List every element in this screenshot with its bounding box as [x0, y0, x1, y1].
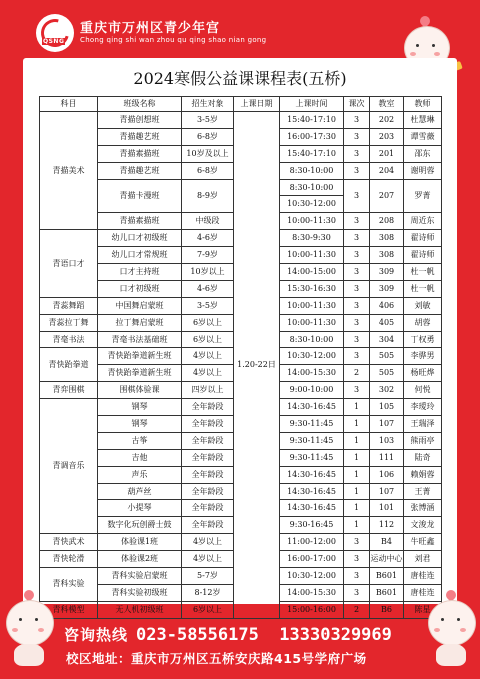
target-cell: 4岁以上	[182, 551, 234, 568]
sessions-cell: 2	[344, 365, 370, 382]
target-cell: 8-9岁	[182, 179, 234, 213]
class-name-cell: 青描趣艺班	[98, 162, 182, 179]
class-name-cell: 数字化玩创爵士鼓	[98, 517, 182, 534]
time-cell: 11:00-12:00	[280, 534, 344, 551]
logo-text: QSNG	[43, 38, 65, 45]
sessions-cell: 1	[344, 432, 370, 449]
teacher-cell: 李骅男	[404, 348, 442, 365]
class-name-cell: 口才主持班	[98, 264, 182, 281]
sessions-cell: 3	[344, 128, 370, 145]
time-cell: 10:00-11:30	[280, 247, 344, 264]
target-cell: 5-7岁	[182, 568, 234, 585]
hotline-numbers: 023-58556175 13330329969	[136, 625, 392, 645]
teacher-cell: 周近东	[404, 213, 442, 230]
target-cell: 全年龄段	[182, 517, 234, 534]
subject-cell: 青语口才	[40, 230, 98, 298]
sessions-cell: 2	[344, 601, 370, 618]
target-cell: 7-9岁	[182, 247, 234, 264]
class-name-cell: 青描创想班	[98, 112, 182, 129]
hotline-label: 咨询热线	[64, 626, 129, 644]
column-header: 上课日期	[234, 97, 280, 112]
target-cell: 3-5岁	[182, 112, 234, 129]
date-cell: 1.20-22日	[234, 112, 280, 619]
room-cell: 204	[370, 162, 404, 179]
teacher-cell: 熊雨亭	[404, 432, 442, 449]
room-cell: 208	[370, 213, 404, 230]
time-cell: 9:30-11:45	[280, 432, 344, 449]
target-cell: 10岁以上	[182, 264, 234, 281]
room-cell: 302	[370, 382, 404, 399]
time-cell: 14:00-15:30	[280, 584, 344, 601]
time-cell: 8:30-9:30	[280, 230, 344, 247]
class-name-cell: 围棋体验课	[98, 382, 182, 399]
room-cell: 203	[370, 128, 404, 145]
column-header: 课次	[344, 97, 370, 112]
class-name-cell: 古筝	[98, 432, 182, 449]
class-name-cell: 钢琴	[98, 399, 182, 416]
room-cell: 201	[370, 145, 404, 162]
room-cell: 308	[370, 247, 404, 264]
target-cell: 6岁以上	[182, 601, 234, 618]
sessions-cell: 3	[344, 382, 370, 399]
class-name-cell: 无人机初级班	[98, 601, 182, 618]
teacher-cell: 胡蓉	[404, 314, 442, 331]
time-cell: 16:00-17:30	[280, 128, 344, 145]
class-name-cell: 中国舞启蒙班	[98, 297, 182, 314]
class-name-cell: 青快跆拳道新生班	[98, 348, 182, 365]
subject-cell: 青科模型	[40, 601, 98, 618]
teacher-cell: 杜一帆	[404, 264, 442, 281]
class-name-cell: 体验课2班	[98, 551, 182, 568]
subject-cell: 青科实验	[40, 568, 98, 602]
table-row	[40, 112, 442, 129]
room-cell: 103	[370, 432, 404, 449]
target-cell: 四岁以上	[182, 382, 234, 399]
sessions-cell: 3	[344, 213, 370, 230]
room-cell: 运动中心	[370, 551, 404, 568]
column-header: 教室	[370, 97, 404, 112]
room-cell: 107	[370, 483, 404, 500]
class-name-cell: 青科实验启蒙班	[98, 568, 182, 585]
teacher-cell: 陈星	[404, 601, 442, 618]
sessions-cell: 3	[344, 230, 370, 247]
target-cell: 全年龄段	[182, 500, 234, 517]
room-cell: 309	[370, 280, 404, 297]
class-name-cell: 青毫书法基础班	[98, 331, 182, 348]
time-cell: 9:30-11:45	[280, 449, 344, 466]
target-cell: 4-6岁	[182, 280, 234, 297]
time-cell: 14:30-16:45	[280, 399, 344, 416]
sessions-cell: 3	[344, 568, 370, 585]
teacher-cell: 唐桂连	[404, 584, 442, 601]
table-body	[40, 112, 442, 619]
time-cell: 15:00-16:00	[280, 601, 344, 618]
target-cell: 全年龄段	[182, 466, 234, 483]
target-cell: 6岁以上	[182, 331, 234, 348]
target-cell: 3-5岁	[182, 297, 234, 314]
class-name-cell: 吉他	[98, 449, 182, 466]
subject-cell: 青快轮滑	[40, 551, 98, 568]
time-cell: 14:30-16:45	[280, 483, 344, 500]
time-cell: 14:00-15:30	[280, 365, 344, 382]
time-cell: 15:30-16:30	[280, 280, 344, 297]
org-pinyin: Chong qing shi wan zhou qu qing shao nian gong	[80, 36, 267, 44]
time-cell: 15:40-17:10	[280, 112, 344, 129]
column-header: 教师	[404, 97, 442, 112]
teacher-cell: 刘君	[404, 551, 442, 568]
time-cell: 8:30-10:00	[280, 179, 344, 196]
time-cell: 15:40-17:10	[280, 145, 344, 162]
teacher-cell: 杨旺烨	[404, 365, 442, 382]
teacher-cell: 刘敏	[404, 297, 442, 314]
teacher-cell: 王菁	[404, 483, 442, 500]
class-name-cell: 小提琴	[98, 500, 182, 517]
sessions-cell: 3	[344, 584, 370, 601]
teacher-cell: 牛旺鑫	[404, 534, 442, 551]
target-cell: 8-12岁	[182, 584, 234, 601]
target-cell: 中级段	[182, 213, 234, 230]
class-name-cell: 拉丁舞启蒙班	[98, 314, 182, 331]
teacher-cell: 邵东	[404, 145, 442, 162]
time-cell: 10:00-11:30	[280, 297, 344, 314]
class-name-cell: 青描卡漫班	[98, 179, 182, 213]
teacher-cell: 唐桂连	[404, 568, 442, 585]
time-cell: 9:30-16:45	[280, 517, 344, 534]
time-cell: 14:00-15:00	[280, 264, 344, 281]
room-cell: 309	[370, 264, 404, 281]
page-title: 2024寒假公益课课程表(五桥)	[133, 69, 347, 88]
column-header: 上课时间	[280, 97, 344, 112]
target-cell: 4岁以上	[182, 365, 234, 382]
time-cell: 8:30-10:00	[280, 162, 344, 179]
time-cell: 10:30-12:00	[280, 348, 344, 365]
target-cell: 全年龄段	[182, 432, 234, 449]
sessions-cell: 3	[344, 331, 370, 348]
schedule-table	[39, 96, 442, 619]
table-header-row	[40, 97, 442, 112]
target-cell: 全年龄段	[182, 483, 234, 500]
subject-cell: 青描美术	[40, 112, 98, 230]
target-cell: 4-6岁	[182, 230, 234, 247]
class-name-cell: 青科实验初级班	[98, 584, 182, 601]
time-cell: 9:00-10:00	[280, 382, 344, 399]
room-cell: 112	[370, 517, 404, 534]
class-name-cell: 幼儿口才常规班	[98, 247, 182, 264]
footer	[0, 604, 480, 679]
class-name-cell: 体验课1班	[98, 534, 182, 551]
subject-cell: 青弈围棋	[40, 382, 98, 399]
class-name-cell: 青描素描班	[98, 213, 182, 230]
teacher-cell: 翟诗师	[404, 230, 442, 247]
column-header: 班级名称	[98, 97, 182, 112]
room-cell: 505	[370, 348, 404, 365]
class-name-cell: 幼儿口才初级班	[98, 230, 182, 247]
target-cell: 6岁以上	[182, 314, 234, 331]
class-name-cell: 葫芦丝	[98, 483, 182, 500]
room-cell: 111	[370, 449, 404, 466]
sessions-cell: 3	[344, 348, 370, 365]
time-cell: 14:30-16:45	[280, 500, 344, 517]
target-cell: 6-8岁	[182, 128, 234, 145]
teacher-cell: 翟诗师	[404, 247, 442, 264]
sessions-cell: 3	[344, 162, 370, 179]
sessions-cell: 1	[344, 449, 370, 466]
teacher-cell: 文浚龙	[404, 517, 442, 534]
sessions-cell: 3	[344, 112, 370, 129]
teacher-cell: 何悦	[404, 382, 442, 399]
teacher-cell: 陆奇	[404, 449, 442, 466]
teacher-cell: 张博涵	[404, 500, 442, 517]
class-name-cell: 青描素描班	[98, 145, 182, 162]
subject-cell: 青调音乐	[40, 399, 98, 534]
sessions-cell: 3	[344, 551, 370, 568]
class-name-cell: 口才初级班	[98, 280, 182, 297]
sessions-cell: 1	[344, 416, 370, 433]
room-cell: B601	[370, 568, 404, 585]
campus-address: 校区地址：重庆市万州区五桥安庆路415号学府广场	[66, 651, 367, 666]
room-cell: 105	[370, 399, 404, 416]
subject-cell: 青快跆拳道	[40, 348, 98, 382]
target-cell: 全年龄段	[182, 449, 234, 466]
column-header: 招生对象	[182, 97, 234, 112]
teacher-cell: 杜一帆	[404, 280, 442, 297]
schedule-card	[23, 58, 457, 614]
room-cell: 202	[370, 112, 404, 129]
room-cell: 308	[370, 230, 404, 247]
room-cell: 405	[370, 314, 404, 331]
room-cell: B4	[370, 534, 404, 551]
sessions-cell: 1	[344, 517, 370, 534]
time-cell: 8:30-10:00	[280, 331, 344, 348]
time-cell: 10:30-12:00	[280, 568, 344, 585]
column-header: 科目	[40, 97, 98, 112]
sessions-cell: 3	[344, 280, 370, 297]
class-name-cell: 青快跆拳道新生班	[98, 365, 182, 382]
org-logo-icon	[36, 14, 74, 52]
room-cell: B601	[370, 584, 404, 601]
room-cell: B6	[370, 601, 404, 618]
teacher-cell: 王瑞泽	[404, 416, 442, 433]
sessions-cell: 3	[344, 297, 370, 314]
room-cell: 207	[370, 179, 404, 213]
subject-cell: 青毫书法	[40, 331, 98, 348]
room-cell: 101	[370, 500, 404, 517]
room-cell: 106	[370, 466, 404, 483]
time-cell: 9:30-11:45	[280, 416, 344, 433]
target-cell: 6-8岁	[182, 162, 234, 179]
time-cell: 10:30-12:00	[280, 196, 344, 213]
subject-cell: 青蕊舞蹈	[40, 297, 98, 314]
target-cell: 10岁及以上	[182, 145, 234, 162]
teacher-cell: 罗菁	[404, 179, 442, 213]
class-name-cell: 青描趣艺班	[98, 128, 182, 145]
sessions-cell: 3	[344, 534, 370, 551]
sessions-cell: 1	[344, 500, 370, 517]
teacher-cell: 杜慧琳	[404, 112, 442, 129]
subject-cell: 青快武术	[40, 534, 98, 551]
sessions-cell: 3	[344, 314, 370, 331]
teacher-cell: 丁权勇	[404, 331, 442, 348]
sessions-cell: 3	[344, 179, 370, 213]
teacher-cell: 李瑷玲	[404, 399, 442, 416]
sessions-cell: 1	[344, 483, 370, 500]
sessions-cell: 3	[344, 247, 370, 264]
target-cell: 4岁以上	[182, 348, 234, 365]
time-cell: 10:00-11:30	[280, 314, 344, 331]
target-cell: 全年龄段	[182, 399, 234, 416]
teacher-cell: 谢明蓉	[404, 162, 442, 179]
room-cell: 505	[370, 365, 404, 382]
room-cell: 406	[370, 297, 404, 314]
time-cell: 10:00-11:30	[280, 213, 344, 230]
teacher-cell: 赖娟蓉	[404, 466, 442, 483]
time-cell: 16:00-17:00	[280, 551, 344, 568]
sessions-cell: 1	[344, 399, 370, 416]
teacher-cell: 谭雪薇	[404, 128, 442, 145]
org-name: 重庆市万州区青少年宫	[80, 21, 221, 36]
sessions-cell: 1	[344, 466, 370, 483]
room-cell: 107	[370, 416, 404, 433]
hotline	[64, 624, 392, 645]
time-cell: 14:30-16:45	[280, 466, 344, 483]
class-name-cell: 钢琴	[98, 416, 182, 433]
target-cell: 4岁以上	[182, 534, 234, 551]
class-name-cell: 声乐	[98, 466, 182, 483]
sessions-cell: 3	[344, 264, 370, 281]
subject-cell: 青蕊拉丁舞	[40, 314, 98, 331]
room-cell: 304	[370, 331, 404, 348]
sessions-cell: 3	[344, 145, 370, 162]
target-cell: 全年龄段	[182, 416, 234, 433]
